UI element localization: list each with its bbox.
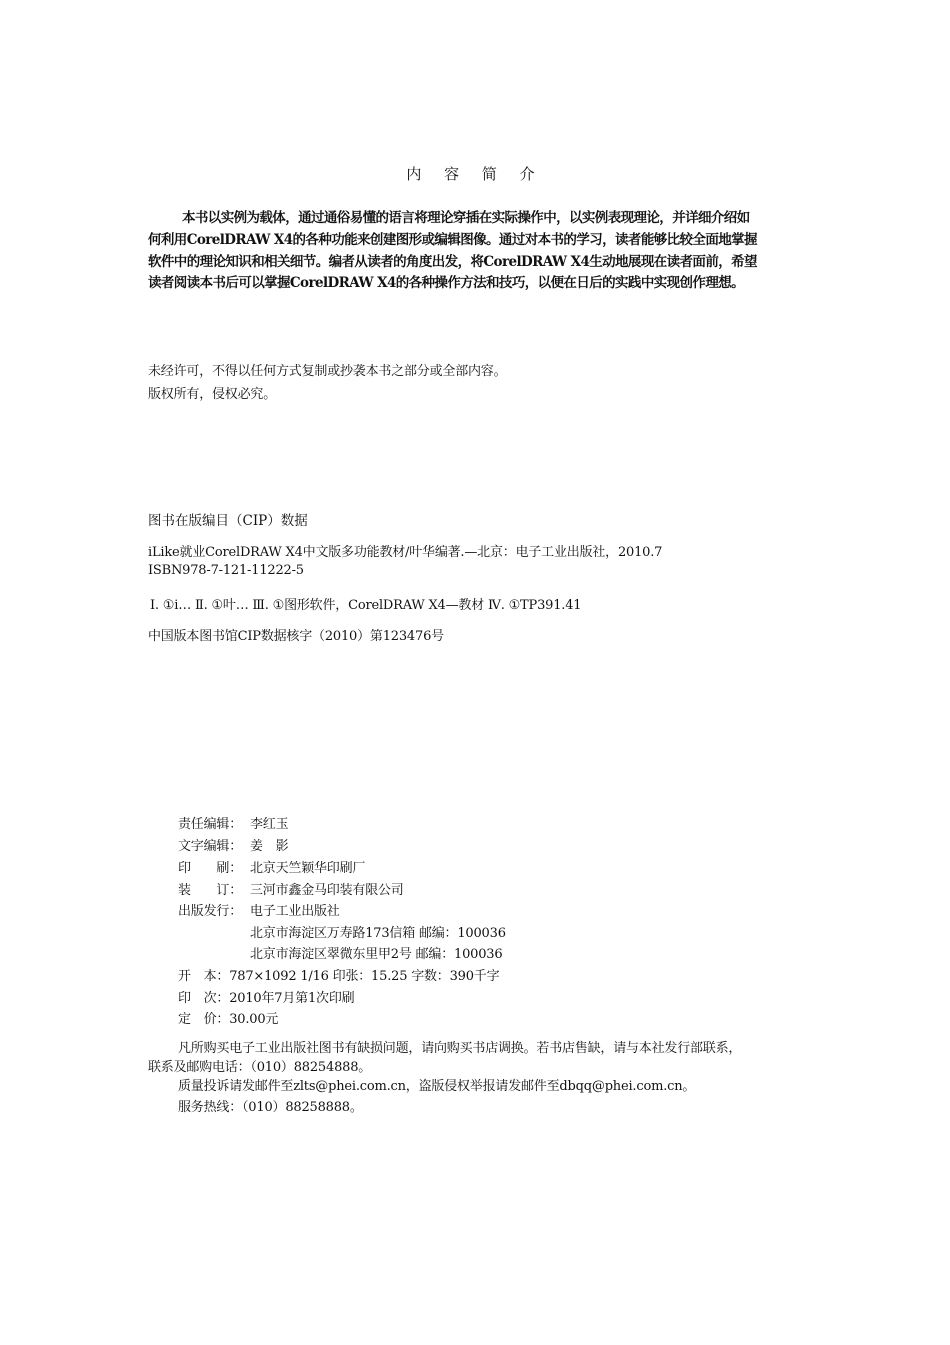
cip-line-1: iLike就业CorelDRAW X4中文版多功能教材/叶华编著.—北京：电子工业出版社，2010.7 bbox=[148, 545, 663, 560]
notice-line-2: 联系及邮购电话：（010）88254888。 bbox=[148, 1060, 372, 1075]
publisher-label: 出版发行： bbox=[178, 904, 243, 919]
credit-price: 定 价：30.00元 bbox=[178, 1012, 279, 1027]
publisher-address-1: 北京市海淀区万寿路173信箱 邮编：100036 bbox=[250, 926, 506, 941]
cip-heading: 图书在版编目（CIP）数据 bbox=[148, 513, 308, 529]
publisher-address-2: 北京市海淀区翠微东里甲2号 邮编：100036 bbox=[250, 947, 503, 962]
cip-line-4: 中国版本图书馆CIP数据核字（2010）第123476号 bbox=[148, 629, 444, 644]
text-editor-value: 姜 影 bbox=[250, 839, 289, 854]
text-editor-label: 文字编辑： bbox=[178, 839, 243, 854]
binder-value: 三河市鑫金马印装有限公司 bbox=[250, 883, 404, 898]
credit-format: 开 本：787×1092 1/16 印张：15.25 字数：390千字 bbox=[178, 969, 500, 984]
credit-edition: 印 次：2010年7月第1次印刷 bbox=[178, 991, 355, 1006]
printer-label: 印 刷： bbox=[178, 861, 243, 876]
summary-line-3: 软件中的理论知识和相关细节。编者从读者的角度出发，将CorelDRAW X4生动地展现在读者面前，希望 bbox=[148, 254, 757, 270]
summary-line-1: 本书以实例为载体，通过通俗易懂的语言将理论穿插在实际操作中，以实例表现理论，并详细介绍如 bbox=[182, 210, 750, 226]
summary-line-2: 何利用CorelDRAW X4的各种功能来创建图形或编辑图像。通过对本书的学习，读者能够比较全面地掌握 bbox=[148, 232, 757, 248]
notice-line-4: 服务热线：（010）88258888。 bbox=[178, 1100, 363, 1115]
notice-line-1: 凡所购买电子工业出版社图书有缺损问题，请向购买书店调换。若书店售缺，请与本社发行部联系， bbox=[178, 1041, 742, 1056]
printer-value: 北京天竺颖华印刷厂 bbox=[250, 861, 366, 876]
cip-line-3: Ⅰ. ①i… Ⅱ. ①叶… Ⅲ. ①图形软件，CorelDRAW X4—教材 Ⅳ. ①TP391.41 bbox=[150, 598, 582, 613]
credit-text-editor bbox=[178, 835, 288, 854]
notice-line-3: 质量投诉请发邮件至zlts@phei.com.cn，盗版侵权举报请发邮件至dbqq@phei.com.cn。 bbox=[178, 1079, 696, 1094]
cip-line-2: ISBN978-7-121-11222-5 bbox=[148, 563, 304, 578]
copyright-line-1: 未经许可，不得以任何方式复制或抄袭本书之部分或全部内容。 bbox=[148, 364, 507, 379]
summary-title: 内 容 简 介 bbox=[406, 165, 544, 183]
credit-publisher bbox=[178, 900, 340, 919]
credit-printer bbox=[178, 857, 365, 876]
binder-label: 装 订： bbox=[178, 883, 243, 898]
credit-binder bbox=[178, 879, 404, 898]
credit-editor bbox=[178, 813, 288, 832]
copyright-line-2: 版权所有，侵权必究。 bbox=[148, 387, 277, 402]
editor-label: 责任编辑： bbox=[178, 817, 243, 832]
summary-line-4: 读者阅读本书后可以掌握CorelDRAW X4的各种操作方法和技巧，以便在日后的实践中实现创作理想。 bbox=[148, 275, 745, 291]
editor-value: 李红玉 bbox=[250, 817, 289, 832]
publisher-value: 电子工业出版社 bbox=[250, 904, 340, 919]
